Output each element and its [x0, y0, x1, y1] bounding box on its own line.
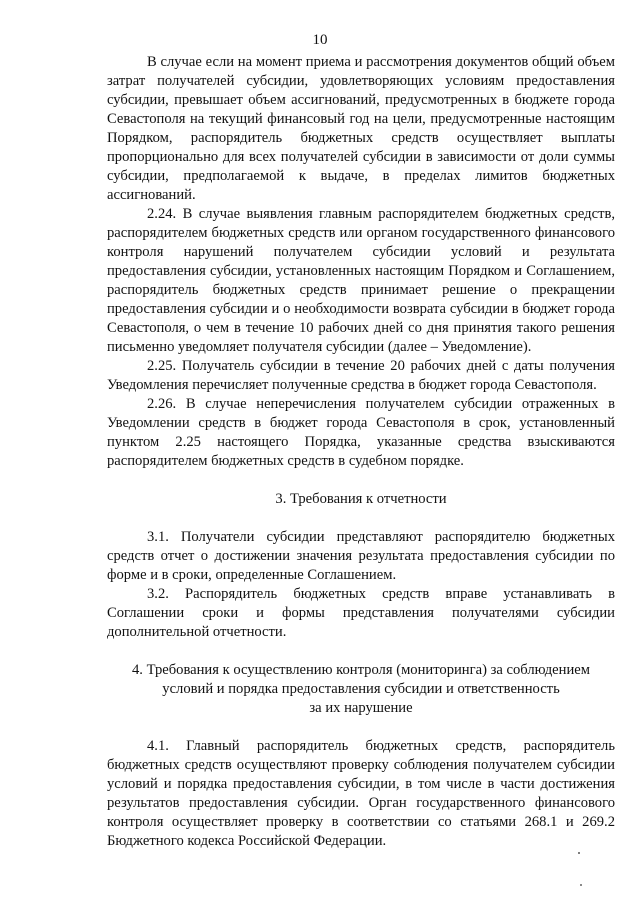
page-number: 10 [312, 32, 328, 48]
section-4-heading [107, 661, 615, 718]
document-body [107, 53, 615, 851]
paragraph-3-1: 3.1. Получатели субсидии представляют распорядителю бюджетных средств отчет о достижении значения результата предоставления субсидии по форме и в сроки, определенные Соглашением. [107, 529, 615, 583]
paragraph-2-24: 2.24. В случае выявления главным распорядителем бюджетных средств, распорядителем бюджетных средств или органом государственного финансового контроля нарушений получателем субсидии условий и результата предоставления субсидии, установленных настоящим Порядком и Соглашением, распорядитель бюджетных средств принимает решение о прекращении предоставления субсидии и о необходимости возврата субсидии в бюджет города Севастополя, о чем в течение 10 рабочих дней со дня принятия такого решения письменно уведомляет получателя субсидии (далее – Уведомление). [107, 206, 615, 355]
section-4-heading-line: за их нарушение [309, 700, 413, 716]
section-4-heading-line: 4. Требования к осуществлению контроля (мониторинга) за соблюдением [132, 662, 590, 678]
section-3-heading: 3. Требования к отчетности [275, 491, 447, 507]
paragraph-3-2: 3.2. Распорядитель бюджетных средств вправе устанавливать в Соглашении сроки и формы представления получателями субсидии дополнительной отчетности. [107, 586, 615, 640]
scan-speck [580, 884, 582, 886]
paragraph-2-26: 2.26. В случае неперечисления получателем субсидии отраженных в Уведомлении средств в бюджет города Севастополя в срок, установленный пунктом 2.25 настоящего Порядка, указанные средства взыскиваются распорядителем бюджетных средств в судебном порядке. [107, 396, 615, 469]
paragraph-budget-allocation: В случае если на момент приема и рассмотрения документов общий объем затрат получателей субсидии, удовлетворяющих условиям предоставления субсидии, превышает объем ассигнований, предусмотренных в бюджете города Севастополя на текущий финансовый год на цели, предусмотренные настоящим Порядком, распорядитель бюджетных средств осуществляет выплаты пропорционально для всех получателей субсидии в зависимости от доли суммы субсидии, предполагаемой к выдаче, в пределах лимитов бюджетных ассигнований. [107, 54, 615, 203]
paragraph-2-25: 2.25. Получатель субсидии в течение 20 рабочих дней с даты получения Уведомления перечисляет полученные средства в бюджет города Севастополя. [107, 358, 615, 393]
scan-speck [578, 852, 580, 854]
paragraph-4-1: 4.1. Главный распорядитель бюджетных средств, распорядитель бюджетных средств осуществляют проверку соблюдения получателем субсидии условий и порядка предоставления субсидии, в том числе в части достижения результатов предоставления субсидии. Орган государственного финансового контроля осуществляет проверку в соответствии со статьями 268.1 и 269.2 Бюджетного кодекса Российской Федерации. [107, 738, 615, 849]
section-4-heading-line: условий и порядка предоставления субсидии и ответственность [162, 681, 560, 697]
